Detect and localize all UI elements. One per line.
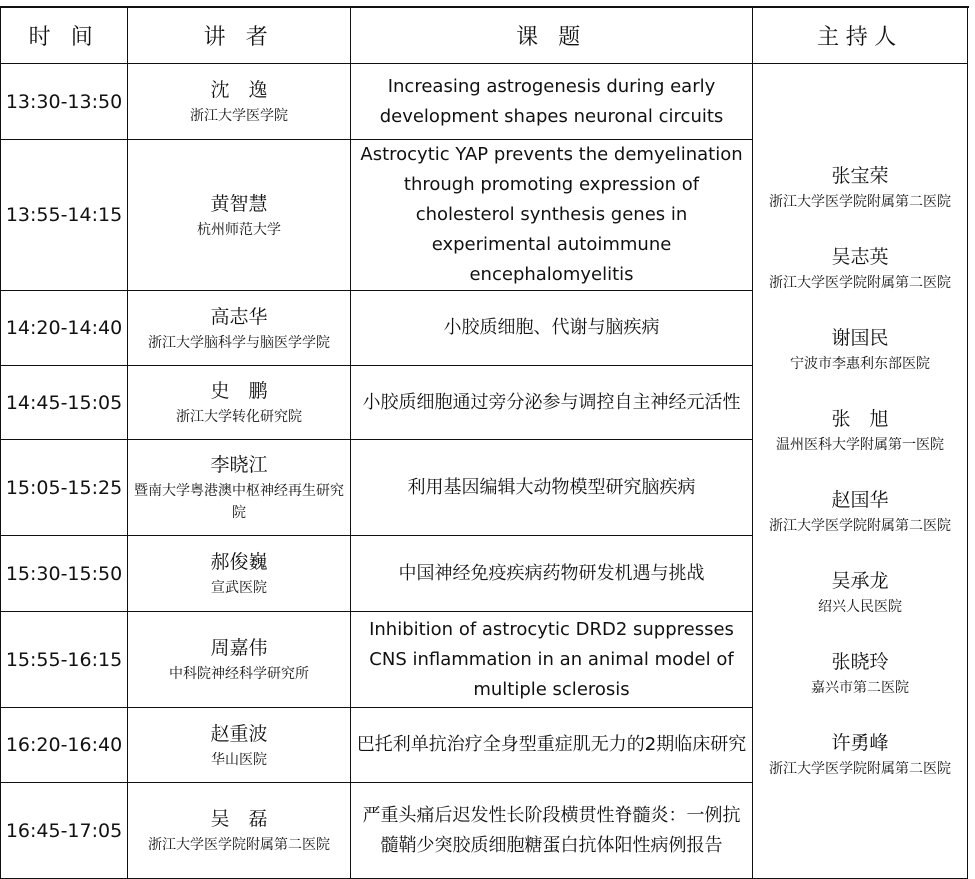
host-name: 张 旭 — [831, 408, 889, 430]
table-row — [1, 64, 968, 140]
time-cell: 15:55-16:15 — [1, 612, 128, 708]
host-entry — [757, 405, 963, 456]
time-cell: 13:30-13:50 — [1, 64, 128, 140]
speaker-cell — [128, 440, 351, 536]
speaker-affiliation: 浙江大学医学院附属第二医院 — [148, 837, 330, 853]
host-affiliation: 嘉兴市第二医院 — [811, 680, 909, 696]
speaker-name: 郝俊巍 — [210, 551, 268, 573]
speaker-affiliation: 杭州师范大学 — [197, 221, 281, 238]
speaker-cell — [128, 140, 351, 291]
speaker-name: 黄智慧 — [210, 192, 268, 215]
host-affiliation: 宁波市李惠利东部医院 — [790, 356, 930, 372]
speaker-name: 赵重波 — [210, 722, 268, 745]
speaker-affiliation: 中科院神经科学研究所 — [169, 666, 309, 682]
header-row — [1, 7, 968, 64]
host-entry — [757, 243, 963, 294]
host-name: 吴承龙 — [831, 570, 889, 592]
topic-cell: Astrocytic YAP prevents the demyelination through promoting expression of cholesterol synthesis genes in experimental autoimmune encephalomyelitis — [351, 140, 753, 291]
host-name: 谢国民 — [831, 327, 889, 349]
topic-cell: 小胶质细胞通过旁分泌参与调控自主神经元活性 — [351, 366, 753, 440]
time-cell: 15:05-15:25 — [1, 440, 128, 536]
host-affiliation: 浙江大学医学院附属第二医院 — [769, 761, 951, 777]
host-entry — [757, 648, 963, 699]
speaker-name: 史 鹏 — [210, 380, 268, 402]
speaker-affiliation: 暨南大学粤港澳中枢神经再生研究院 — [134, 483, 344, 521]
speaker-name: 吴 磊 — [210, 808, 268, 830]
header-speaker: 讲 者 — [128, 7, 351, 64]
time-cell: 16:45-17:05 — [1, 783, 128, 879]
header-topic: 课 题 — [351, 7, 753, 64]
speaker-cell — [128, 536, 351, 612]
speaker-name: 李晓江 — [210, 454, 268, 476]
topic-cell: 中国神经免疫疾病药物研发机遇与挑战 — [351, 536, 753, 612]
speaker-cell — [128, 783, 351, 879]
speaker-cell — [128, 64, 351, 140]
speaker-name: 高志华 — [210, 305, 268, 328]
topic-cell: Increasing astrogenesis during early development shapes neuronal circuits — [351, 64, 753, 140]
speaker-affiliation: 华山医院 — [211, 751, 267, 768]
time-cell: 13:55-14:15 — [1, 140, 128, 291]
host-cell — [753, 64, 968, 879]
speaker-name: 沈 逸 — [210, 79, 268, 101]
speaker-affiliation: 浙江大学医学院 — [190, 108, 288, 124]
time-cell: 16:20-16:40 — [1, 708, 128, 783]
topic-cell: 小胶质细胞、代谢与脑疾病 — [351, 291, 753, 366]
speaker-cell — [128, 291, 351, 366]
host-name: 张宝荣 — [831, 165, 889, 187]
host-entry — [757, 567, 963, 618]
speaker-name: 周嘉伟 — [210, 637, 268, 659]
host-entry — [757, 486, 963, 537]
speaker-cell — [128, 708, 351, 783]
topic-cell: 严重头痛后迟发性长阶段横贯性脊髓炎：一例抗髓鞘少突胶质细胞糖蛋白抗体阳性病例报告 — [351, 783, 753, 879]
host-name: 许勇峰 — [831, 732, 889, 754]
host-entry — [757, 324, 963, 375]
host-name: 张晓玲 — [831, 651, 889, 673]
time-cell: 14:20-14:40 — [1, 291, 128, 366]
topic-cell: Inhibition of astrocytic DRD2 suppresses CNS inflammation in an animal model of multiple sclerosis — [351, 612, 753, 708]
header-host: 主持人 — [753, 7, 968, 64]
speaker-affiliation: 浙江大学转化研究院 — [176, 409, 302, 425]
speaker-affiliation: 浙江大学脑科学与脑医学学院 — [148, 334, 330, 351]
host-affiliation: 绍兴人民医院 — [818, 599, 902, 615]
speaker-cell — [128, 366, 351, 440]
host-affiliation: 浙江大学医学院附属第二医院 — [769, 275, 951, 291]
time-cell: 15:30-15:50 — [1, 536, 128, 612]
speaker-affiliation: 宣武医院 — [211, 580, 267, 596]
host-name: 吴志英 — [831, 246, 889, 268]
topic-cell: 巴托利单抗治疗全身型重症肌无力的2期临床研究 — [351, 708, 753, 783]
host-entry — [757, 729, 963, 780]
host-affiliation: 温州医科大学附属第一医院 — [776, 437, 944, 453]
host-name: 赵国华 — [831, 489, 889, 511]
speaker-cell — [128, 612, 351, 708]
host-affiliation: 浙江大学医学院附属第二医院 — [769, 518, 951, 534]
topic-cell: 利用基因编辑大动物模型研究脑疾病 — [351, 440, 753, 536]
time-cell: 14:45-15:05 — [1, 366, 128, 440]
header-time: 时 间 — [1, 7, 128, 64]
host-affiliation: 浙江大学医学院附属第二医院 — [769, 194, 951, 210]
schedule-table — [0, 6, 968, 879]
host-entry — [757, 162, 963, 213]
